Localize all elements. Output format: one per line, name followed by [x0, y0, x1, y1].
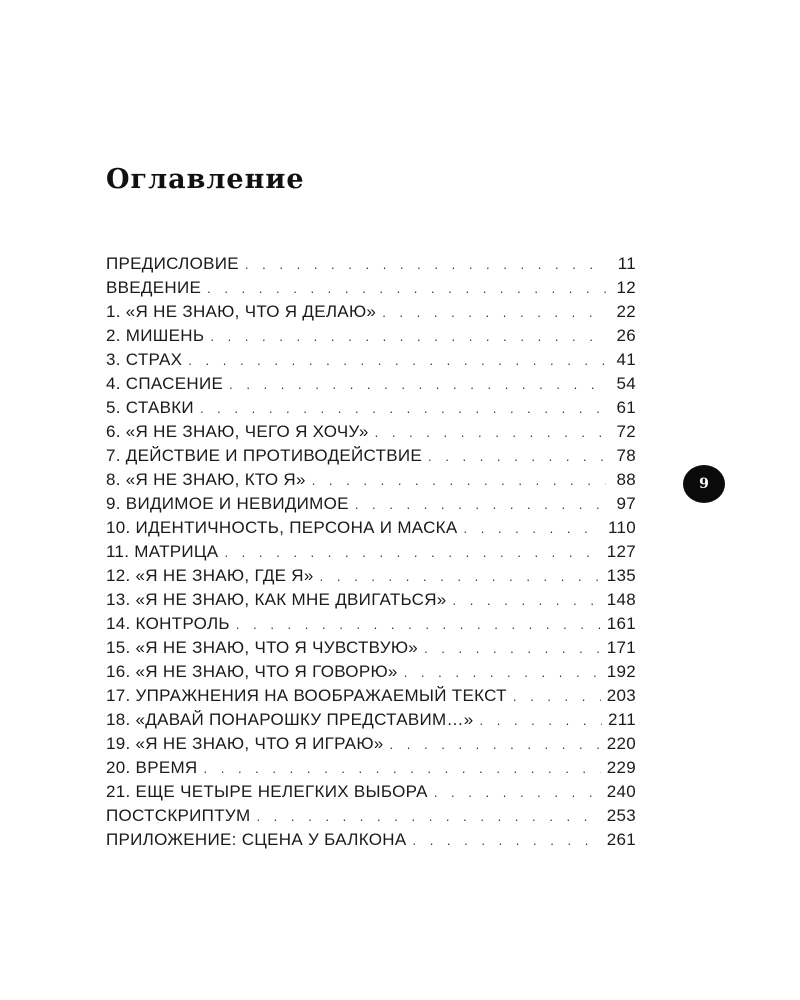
toc-entry[interactable]: [106, 396, 636, 420]
dot-leader: [236, 613, 601, 637]
toc-entry-page: 41: [616, 350, 636, 369]
toc-entry-page: 203: [606, 686, 636, 705]
toc-entry-page: 148: [606, 590, 636, 609]
toc-entry-page: 78: [616, 446, 636, 465]
dot-leader: [513, 685, 601, 709]
dot-leader: [480, 709, 602, 733]
toc-entry[interactable]: [106, 732, 636, 756]
toc-entry[interactable]: [106, 444, 636, 468]
toc-entry-label: 14. КОНТРОЛЬ: [106, 614, 230, 633]
toc-entry-label: 16. «Я НЕ ЗНАЮ, ЧТО Я ГОВОРЮ»: [106, 662, 398, 681]
dot-leader: [428, 445, 606, 469]
toc-entry[interactable]: [106, 324, 636, 348]
toc-entry[interactable]: [106, 300, 636, 324]
toc-entry-label: 19. «Я НЕ ЗНАЮ, ЧТО Я ИГРАЮ»: [106, 734, 384, 753]
toc-entry-label: 2. МИШЕНЬ: [106, 326, 205, 345]
toc-entry-page: 192: [606, 662, 636, 681]
toc-entry-label: 18. «ДАВАЙ ПОНАРОШКУ ПРЕДСТАВИМ…»: [106, 710, 474, 729]
toc-entry[interactable]: [106, 756, 636, 780]
dot-leader: [245, 253, 606, 277]
toc-entry-page: 22: [616, 302, 636, 321]
toc-entry-label: ВВЕДЕНИЕ: [106, 278, 202, 297]
toc-entry[interactable]: [106, 564, 636, 588]
toc-entry-label: 6. «Я НЕ ЗНАЮ, ЧЕГО Я ХОЧУ»: [106, 422, 369, 441]
toc-entry-label: 3. СТРАХ: [106, 350, 183, 369]
toc-entry[interactable]: [106, 612, 636, 636]
toc-entry[interactable]: [106, 660, 636, 684]
toc-entry[interactable]: [106, 492, 636, 516]
dot-leader: [412, 829, 600, 853]
toc-entry-page: 171: [606, 638, 636, 657]
table-of-contents: [106, 252, 636, 852]
dot-leader: [224, 541, 600, 565]
dot-leader: [404, 661, 601, 685]
dot-leader: [382, 301, 606, 325]
toc-entry[interactable]: [106, 252, 636, 276]
toc-entry[interactable]: [106, 804, 636, 828]
toc-entry-label: 1. «Я НЕ ЗНАЮ, ЧТО Я ДЕЛАЮ»: [106, 302, 377, 321]
toc-entry-page: 261: [606, 830, 636, 849]
toc-entry-page: 26: [616, 326, 636, 345]
toc-entry-page: 61: [616, 398, 636, 417]
toc-entry-page: 88: [616, 470, 636, 489]
page-number-badge: [683, 465, 725, 503]
toc-entry[interactable]: [106, 516, 636, 540]
toc-entry-label: ПРИЛОЖЕНИЕ: СЦЕНА У БАЛКОНА: [106, 830, 407, 849]
toc-entry-label: ПРЕДИСЛОВИЕ: [106, 254, 239, 273]
toc-entry-page: 110: [607, 518, 636, 537]
toc-entry[interactable]: [106, 348, 636, 372]
page-title: Оглавление: [106, 164, 305, 195]
toc-entry-page: 161: [606, 614, 636, 633]
dot-leader: [453, 589, 601, 613]
toc-entry-page: 253: [606, 806, 636, 825]
dot-leader: [355, 493, 606, 517]
dot-leader: [312, 469, 606, 493]
toc-entry-label: ПОСТСКРИПТУМ: [106, 806, 251, 825]
toc-entry-page: 97: [616, 494, 636, 513]
toc-entry-page: 72: [616, 422, 636, 441]
dot-leader: [188, 349, 606, 373]
dot-leader: [210, 325, 606, 349]
toc-entry[interactable]: [106, 828, 636, 852]
dot-leader: [229, 373, 606, 397]
dot-leader: [390, 733, 601, 757]
toc-entry-label: 12. «Я НЕ ЗНАЮ, ГДЕ Я»: [106, 566, 314, 585]
toc-entry-page: 240: [606, 782, 636, 801]
toc-entry-label: 11. МАТРИЦА: [106, 542, 219, 561]
dot-leader: [320, 565, 601, 589]
toc-entry-page: 135: [606, 566, 636, 585]
page-number: 9: [699, 476, 709, 492]
toc-entry-page: 211: [607, 710, 636, 729]
dot-leader: [200, 397, 606, 421]
dot-leader: [464, 517, 602, 541]
toc-entry[interactable]: [106, 540, 636, 564]
dot-leader: [256, 805, 600, 829]
dot-leader: [375, 421, 606, 445]
dot-leader: [207, 277, 606, 301]
toc-entry[interactable]: [106, 420, 636, 444]
toc-entry-label: 13. «Я НЕ ЗНАЮ, КАК МНЕ ДВИГАТЬСЯ»: [106, 590, 447, 609]
toc-entry[interactable]: [106, 468, 636, 492]
toc-entry-page: 54: [616, 374, 636, 393]
toc-entry[interactable]: [106, 708, 636, 732]
toc-entry-label: 17. УПРАЖНЕНИЯ НА ВООБРАЖАЕМЫЙ ТЕКСТ: [106, 686, 507, 705]
toc-entry-page: 220: [606, 734, 636, 753]
dot-leader: [204, 757, 601, 781]
toc-entry-page: 12: [616, 278, 636, 297]
toc-entry[interactable]: [106, 636, 636, 660]
toc-entry[interactable]: [106, 372, 636, 396]
toc-entry-page: 11: [617, 254, 636, 273]
toc-entry-label: 15. «Я НЕ ЗНАЮ, ЧТО Я ЧУВСТВУЮ»: [106, 638, 419, 657]
toc-entry-label: 10. ИДЕНТИЧНОСТЬ, ПЕРСОНА И МАСКА: [106, 518, 458, 537]
toc-entry-label: 20. ВРЕМЯ: [106, 758, 198, 777]
toc-entry-page: 127: [606, 542, 636, 561]
toc-entry[interactable]: [106, 780, 636, 804]
toc-entry-page: 229: [606, 758, 636, 777]
toc-entry-label: 5. СТАВКИ: [106, 398, 194, 417]
toc-entry[interactable]: [106, 276, 636, 300]
toc-entry-label: 7. ДЕЙСТВИЕ И ПРОТИВОДЕЙСТВИЕ: [106, 446, 423, 465]
toc-entry-label: 8. «Я НЕ ЗНАЮ, КТО Я»: [106, 470, 306, 489]
toc-entry[interactable]: [106, 684, 636, 708]
dot-leader: [434, 781, 601, 805]
dot-leader: [424, 637, 601, 661]
toc-entry-label: 9. ВИДИМОЕ И НЕВИДИМОЕ: [106, 494, 349, 513]
toc-entry-label: 21. ЕЩЕ ЧЕТЫРЕ НЕЛЕГКИХ ВЫБОРА: [106, 782, 428, 801]
toc-entry-label: 4. СПАСЕНИЕ: [106, 374, 224, 393]
toc-entry[interactable]: [106, 588, 636, 612]
